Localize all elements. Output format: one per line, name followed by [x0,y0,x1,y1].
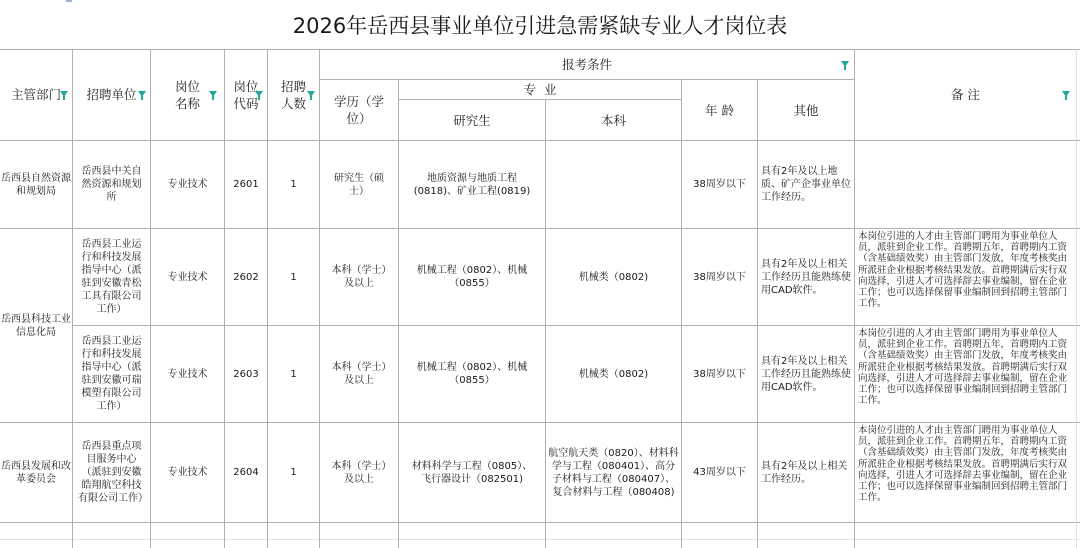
header-undergrad-label: 本科 [600,112,626,128]
filter-icon[interactable] [841,61,849,67]
row4-note[interactable]: 本岗位引进的人才由主管部门聘用为事业单位人员，派驻到企业工作。首聘期五年，首聘期内工资（含基础绩效奖）由主管部门发放，年度考核奖由所派驻企业根据考核结果发放。首聘期满后实行双向选择，引进人才可选择辞去事业编制，留在企业工作；也可以选择保留事业编制回到招聘主管部门工作。 [858,425,1068,504]
header-dept-label: 主管部门 [10,87,61,102]
row4-edu[interactable]: 本科（学士）及以上 [331,460,387,485]
header-conditions-label: 报考条件 [561,56,612,72]
row1-dept[interactable]: 岳西县自然资源和规划局 [1,172,71,197]
header-unit-label: 招聘单位 [86,87,137,102]
row3-unit[interactable]: 岳西县工业运行和科技发展指导中心（派驻到安徽可瑞模塑有限公司工作） [81,336,142,412]
row2-code[interactable]: 2602 [233,271,259,283]
filter-icon[interactable] [1062,91,1070,97]
row4-grad[interactable]: 材料科学与工程（0805）、飞行器设计（082501) [411,460,533,485]
position-table [0,49,1080,548]
row1-count[interactable]: 1 [290,179,297,190]
header-age-label: 年 龄 [705,102,734,118]
row2-note[interactable]: 本岗位引进的人才由主管部门聘用为事业单位人员，派驻到企业工作。首聘期五年，首聘期内工资（含基础绩效奖）由主管部门发放，年度考核奖由所派驻企业根据考核结果发放。首聘期满后实行双向选择，引进人才可选择辞去事业编制，留在企业工作；也可以选择保留事业编制回到招聘主管部门工作。 [858,231,1068,310]
filter-icon[interactable] [138,91,146,97]
row4-post[interactable]: 专业技术 [167,467,208,478]
filter-icon[interactable] [307,91,315,97]
header-count-label: 招聘人数 [280,78,306,111]
row3-other[interactable]: 具有2年及以上相关工作经历且能熟练使用CAD软件。 [761,355,851,393]
header-remarks-label: 备 注 [951,87,980,102]
row2-dept[interactable]: 岳西县科技工业信息化局 [1,313,71,338]
row1-edu[interactable]: 研究生（硕士） [334,172,384,197]
row3-code[interactable]: 2603 [233,368,259,380]
row3-post[interactable]: 专业技术 [167,368,208,380]
page-title: 2026年岳西县事业单位引进急需紧缺专业人才岗位表 [292,14,788,38]
row3-age[interactable]: 38周岁以下 [693,368,746,380]
header-undergrad [546,100,681,140]
header-major-label: 专 业 [523,82,557,97]
row1-code[interactable]: 2601 [233,179,259,190]
row2-post[interactable]: 专业技术 [167,271,208,283]
header-post-code-label: 岗位代码 [233,78,259,111]
filter-icon[interactable] [255,91,263,97]
header-other [758,80,854,140]
row1-other[interactable]: 具有2年及以上地质、矿产企事业单位工作经历。 [761,166,851,203]
row4-other[interactable]: 具有2年及以上相关工作经历。 [761,460,848,485]
row3-edu[interactable]: 本科（学士）及以上 [331,362,387,386]
filter-icon[interactable] [209,91,217,97]
row1-note[interactable] [855,141,1076,228]
header-post-name-label: 岗位名称 [174,78,200,111]
header-age [682,80,757,140]
row1-post[interactable]: 专业技术 [167,179,208,190]
row4-ug[interactable]: 航空航天类（0820）、材料科学与工程（080401）、高分子材料与工程（080407）、复合材料与工程（080408) [548,447,679,498]
row4-unit[interactable]: 岳西县重点项目服务中心（派驻到安徽皓翔航空科技有限公司工作） [78,441,148,504]
row3-grad[interactable]: 机械工程（0802）、机械（0855） [416,362,528,386]
row4-dept[interactable]: 岳西县发展和改革委员会 [1,460,71,485]
header-conditions[interactable] [320,49,854,79]
header-education [320,80,398,140]
header-major [399,80,681,99]
row3-ug[interactable]: 机械类（0802) [578,368,649,380]
row2-age[interactable]: 38周岁以下 [693,271,746,283]
header-graduate-label: 研究生 [453,112,491,128]
header-other-label: 其他 [793,102,819,118]
row4-count[interactable]: 1 [290,467,297,478]
row4-code[interactable]: 2604 [233,467,259,478]
row1-grad[interactable]: 地质资源与地质工程(0818)、矿业工程(0819) [413,172,531,197]
row3-note[interactable]: 本岗位引进的人才由主管部门聘用为事业单位人员，派驻到企业工作。首聘期五年，首聘期内工资（含基础绩效奖）由主管部门发放，年度考核奖由所派驻企业根据考核结果发放。首聘期满后实行双向选择，引进人才可选择辞去事业编制，留在企业工作；也可以选择保留事业编制回到招聘主管部门工作。 [858,328,1068,407]
row1-unit[interactable]: 岳西县中关自然资源和规划所 [81,166,142,203]
row4-age[interactable]: 43周岁以下 [693,467,746,478]
header-graduate [399,100,545,140]
header-remarks[interactable] [855,49,1076,140]
row3-count[interactable]: 1 [290,368,297,380]
header-education-label: 学历（学位） [334,94,385,126]
filter-icon[interactable] [60,91,68,97]
row2-edu[interactable]: 本科（学士）及以上 [331,265,387,289]
row1-ug[interactable] [546,141,681,228]
row1-age[interactable]: 38周岁以下 [693,179,746,190]
row2-unit[interactable]: 岳西县工业运行和科技发展指导中心（派驻到安徽青松工具有限公司工作） [81,239,142,315]
row2-grad[interactable]: 机械工程（0802）、机械（0855） [416,265,528,289]
row2-other[interactable]: 具有2年及以上相关工作经历且能熟练使用CAD软件。 [761,258,851,296]
row2-ug[interactable]: 机械类（0802) [578,271,649,283]
row2-count[interactable]: 1 [290,271,297,283]
